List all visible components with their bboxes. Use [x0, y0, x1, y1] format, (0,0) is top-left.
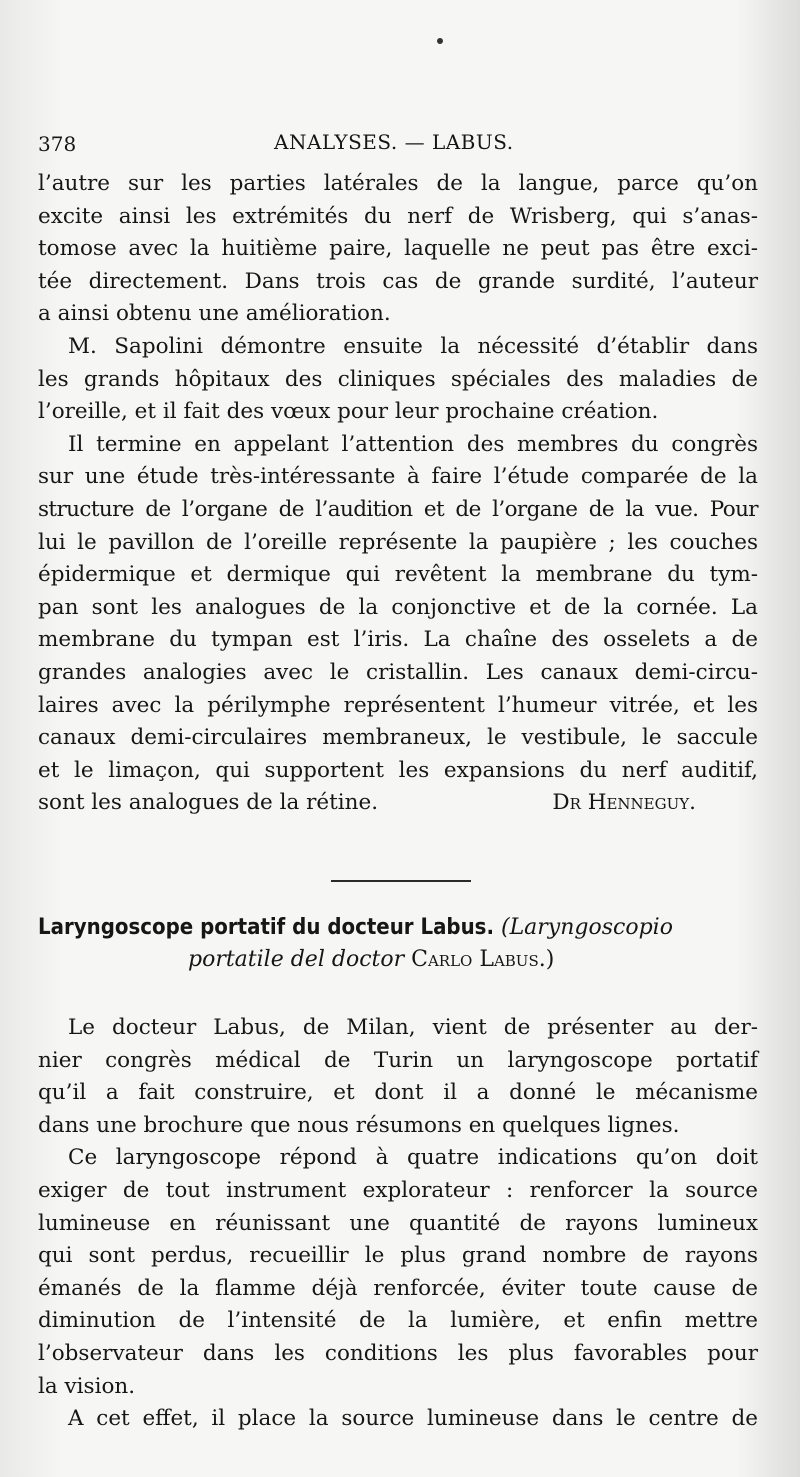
text-line: tomose avec la huitième paire, laquelle ne peut pas être exci- [38, 236, 758, 262]
text-line: l’oreille, et il fait des vœux pour leur prochaine création. [38, 399, 659, 425]
text-line: structure de l’organe de l’audition et de l’organe de la vue. Pour [38, 496, 758, 522]
text-line: M. Sapolini démontre ensuite la nécessité d’établir dans [68, 333, 758, 359]
text-line: épidermique et dermique qui revêtent la membrane du tym- [38, 562, 758, 588]
text-line: qu’il a fait construire, et dont il a donné le mécanisme [38, 1080, 758, 1106]
text-line: lui le pavillon de l’oreille représente la paupière ; les couches [38, 529, 758, 555]
text-line: A cet effet, il place la source lumineuse dans le centre de [68, 1406, 758, 1432]
page-header [38, 128, 760, 162]
text-block-1 [38, 168, 758, 820]
text-line: et le limaçon, qui supportent les expansions du nerf auditif, [38, 757, 758, 783]
section-title-bold: Laryngoscope portatif du docteur Labus. [38, 915, 494, 940]
ink-speck [437, 38, 443, 44]
text-line: dans une brochure que nous résumons en quelques lignes. [38, 1112, 680, 1138]
text-line: émanés de la flamme déjà renforcée, éviter toute cause de [38, 1275, 758, 1301]
text-line: lumineuse en réunissant une quantité de rayons lumineux [38, 1210, 758, 1236]
author-signature: Dr Henneguy. [552, 790, 696, 816]
text-line: Ce laryngoscope répond à quatre indications qu’on doit [68, 1145, 758, 1171]
text-line: l’observateur dans les conditions les plus favorables pour [38, 1340, 758, 1366]
section-title-italic-2: portatile del doctor [188, 947, 405, 972]
text-line: l’autre sur les parties latérales de la langue, parce qu’on [38, 171, 758, 196]
text-line: Le docteur Labus, de Milan, vient de présenter au der- [68, 1015, 758, 1040]
running-head: ANALYSES. — LABUS. [274, 130, 514, 154]
text-line: laires avec la périlymphe représentent l’humeur vitrée, et les [38, 692, 758, 718]
signature-line [38, 787, 758, 820]
text-line: canaux demi-circulaires membraneux, le vestibule, le saccule [38, 725, 758, 751]
text-line: qui sont perdus, recueillir le plus grand nombre de rayons [38, 1243, 758, 1269]
section-title-name: Carlo Labus. [411, 947, 546, 972]
text-line: sur une étude très-intéressante à faire l’étude comparée de la [38, 464, 758, 490]
text-line: pan sont les analogues de la conjonctive et de la cornée. La [38, 594, 758, 620]
text-line: excite ainsi les extrémités du nerf de Wrisberg, qui s’anas- [38, 203, 758, 229]
text-line: Il termine en appelant l’attention des membres du congrès [68, 431, 758, 457]
text-line: la vision. [38, 1373, 136, 1399]
section-divider [331, 880, 471, 882]
text-line: exiger de tout instrument explorateur : renforcer la source [38, 1177, 758, 1203]
page-number: 378 [38, 132, 77, 156]
text-line: diminution de l’intensité de la lumière, et enfin mettre [38, 1308, 758, 1334]
section-title-italic: (Laryngoscopio [500, 915, 673, 940]
text-line: tée directement. Dans trois cas de grande surdité, l’auteur [38, 268, 758, 294]
section-title [38, 912, 758, 976]
text-block-2 [38, 1012, 758, 1436]
text-line: les grands hôpitaux des cliniques spéciales des maladies de [38, 366, 758, 392]
text-line: membrane du tympan est l’iris. La chaîne des osselets a de [38, 627, 758, 653]
text-line: a ainsi obtenu une amélioration. [38, 301, 391, 327]
text-line: nier congrès médical de Turin un laryngoscope portatif [38, 1047, 758, 1073]
section-title-close: ) [545, 947, 555, 972]
text-line: sont les analogues de la rétine. [38, 790, 379, 816]
text-line: grandes analogies avec le cristallin. Les canaux demi-circu- [38, 659, 758, 685]
